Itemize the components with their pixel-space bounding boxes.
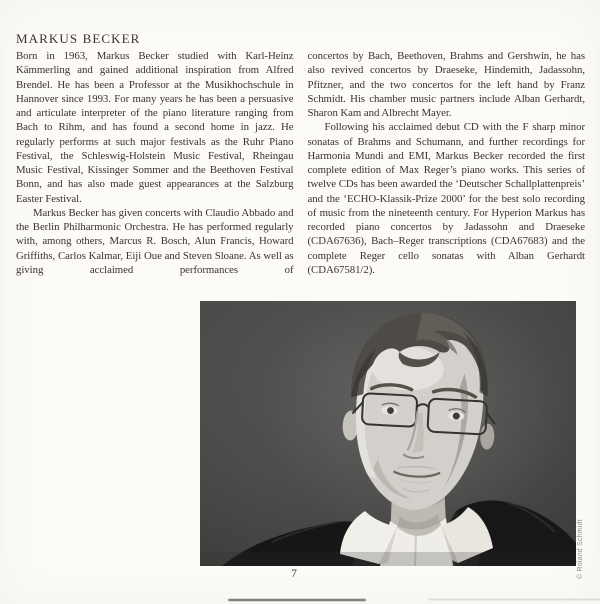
scan-edge-artifact: [228, 599, 366, 601]
right-column: [308, 49, 586, 277]
photo-credit: © Roland Schmidt: [577, 519, 584, 579]
biography-text: [16, 49, 585, 277]
paragraph-biography-2: Markus Becker has given concerts with Claudio Abbado and the Berlin Philharmonic Orchestra. He has performed regularly with, among others, Marcus R. Bosch, Alun Francis, Howard Griffiths, Carlos Kalmar, Eiji Oue and Steven Sloane. As well as giving acclaimed performances of: [16, 206, 294, 276]
page-title: MARKUS BECKER: [16, 31, 141, 46]
paragraph-biography-2-continued: concertos by Bach, Beethoven, Brahms and Gershwin, he has also revived concertos by Draeseke, Hindemith, Jadassohn, Pfitzner, and the two concertos for the left hand by Franz Schmidt. His chamber music partners include Alban Gerhardt, Sharon Kam and Albrecht Mayer.: [307, 50, 585, 119]
page-number: 7: [291, 568, 297, 580]
portrait-illustration: [200, 301, 576, 566]
scan-edge-artifact: [428, 599, 600, 601]
paragraph-biography-3: Following his acclaimed debut CD with the F sharp minor sonatas of Brahms and Schumann, and further recordings for Harmonia Mundi and EMI, Markus Becker recorded the first complete edition of Max Reger’s piano works. This series of twelve CDs has been awarded the ‘Deutscher Schallplattenpreis’ and the ‘ECHO-Klassik-Prize 2000’ for the best solo recording of music from the nineteenth century. For Hyperion Markus has recorded piano concertos by Jadassohn and Draeseke (CDA67636), Bach–Reger transcriptions (CDA67683) and the complete Reger cello sonatas with Alban Gerhardt (CDA67581/2).: [307, 121, 585, 276]
portrait-photo: [200, 301, 576, 566]
left-column: [16, 49, 294, 277]
paragraph-biography-1: Born in 1963, Markus Becker studied with Karl-Heinz Kämmerling and gained additional inspiration from Alfred Brendel. He has been a Professor at the Musikhochschule in Hannover since 1993. For many years he has been a persuasive and articulate interpreter of the piano literature ranging from Bach to Rihm, and has found a second home in jazz. He regularly performs at such major festivals as the Ruhr Piano Festival, the Schleswig-Holstein Music Festival, Rheingau Music Festival, Kissinger Sommer and the Beethoven Festival Bonn, and has also made guest appearances at the Salzburg Easter Festival.: [16, 50, 294, 205]
